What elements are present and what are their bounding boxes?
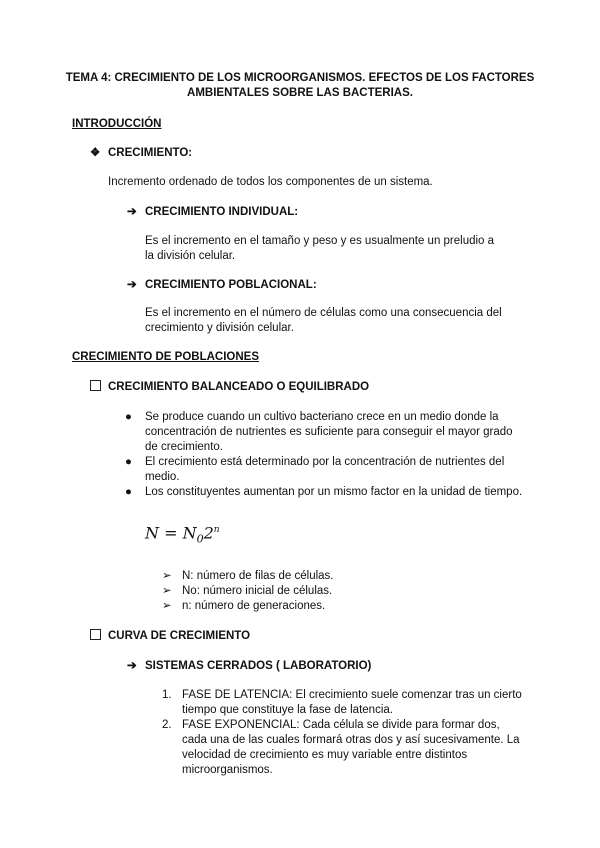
individual-label-row [127, 205, 298, 220]
arrow-bullet-icon: ➔ [127, 206, 137, 218]
list-item: ➢ No: número inicial de células. [162, 585, 333, 597]
curva-label: CURVA DE CRECIMIENTO [108, 630, 251, 642]
checkbox-icon [90, 629, 101, 640]
formula-legend-list [162, 569, 502, 614]
list-number: 1. [162, 689, 172, 701]
list-item: ● El crecimiento está determinado por la concentración de nutrientes del medio. [125, 456, 505, 483]
growth-formula: $N = N_02^n$ [145, 523, 220, 546]
crecimiento-text: Incremento ordenado de todos los componentes de un sistema. [108, 176, 433, 188]
individual-text: Es el incremento en el tamaño y peso y es usualmente un preludio a la división celular. [145, 235, 495, 262]
balanceado-bullet-list [125, 410, 525, 500]
sistemas-label-row [127, 659, 371, 674]
title-line-2: AMBIENTALES SOBRE LAS BACTERIAS. [187, 87, 413, 99]
dot-bullet-icon: ● [125, 456, 132, 468]
balanceado-label: CRECIMIENTO BALANCEADO O EQUILIBRADO [108, 381, 370, 393]
fases-list [162, 688, 522, 778]
list-number: 2. [162, 719, 172, 731]
arrowhead-bullet-icon: ➢ [162, 585, 172, 597]
poblacional-label-row [127, 278, 317, 293]
poblacional-text: Es el incremento en el número de células como una consecuencia del crecimiento y división celular. [145, 307, 502, 334]
list-item: 2. FASE EXPONENCIAL: Cada célula se divide para formar dos, cada una de las cuales formará otras dos y así sucesivamente. La velocidad de crecimiento es muy variable entre distintos microorganismos. [162, 719, 520, 776]
list-item: ➢ n: número de generaciones. [162, 600, 326, 612]
list-item: 1. FASE DE LATENCIA: El crecimiento suele comenzar tras un cierto tiempo que constituye la fase de latencia. [162, 689, 522, 716]
arrowhead-bullet-icon: ➢ [162, 600, 172, 612]
list-item: ● Se produce cuando un cultivo bacteriano crece en un medio donde la concentración de nutrientes es suficiente para conseguir el mayor grado de crecimiento. [125, 411, 513, 453]
list-item: ➢ N: número de filas de células. [162, 570, 334, 582]
checkbox-icon [90, 380, 101, 391]
sistemas-label: SISTEMAS CERRADOS ( LABORATORIO) [145, 660, 372, 672]
curva-label-row [90, 629, 250, 644]
arrow-bullet-icon: ➔ [127, 660, 137, 672]
poblaciones-heading: CRECIMIENTO DE POBLACIONES [72, 351, 259, 363]
poblacional-label: CRECIMIENTO POBLACIONAL: [145, 279, 317, 291]
arrowhead-bullet-icon: ➢ [162, 570, 172, 582]
diamond-bullet-icon: ❖ [90, 147, 101, 159]
crecimiento-label: CRECIMIENTO: [108, 147, 193, 159]
individual-label: CRECIMIENTO INDIVIDUAL: [145, 206, 299, 218]
intro-heading: INTRODUCCIÓN [72, 118, 162, 130]
document-title [60, 71, 540, 101]
dot-bullet-icon: ● [125, 486, 132, 498]
arrow-bullet-icon: ➔ [127, 279, 137, 291]
list-item: ● Los constituyentes aumentan por un mismo factor en la unidad de tiempo. [125, 486, 523, 498]
dot-bullet-icon: ● [125, 411, 132, 423]
crecimiento-label-row [90, 146, 192, 161]
title-line-1: TEMA 4: CRECIMIENTO DE LOS MICROORGANISMOS. EFECTOS DE LOS FACTORES [65, 72, 535, 84]
balanceado-label-row [90, 380, 369, 395]
